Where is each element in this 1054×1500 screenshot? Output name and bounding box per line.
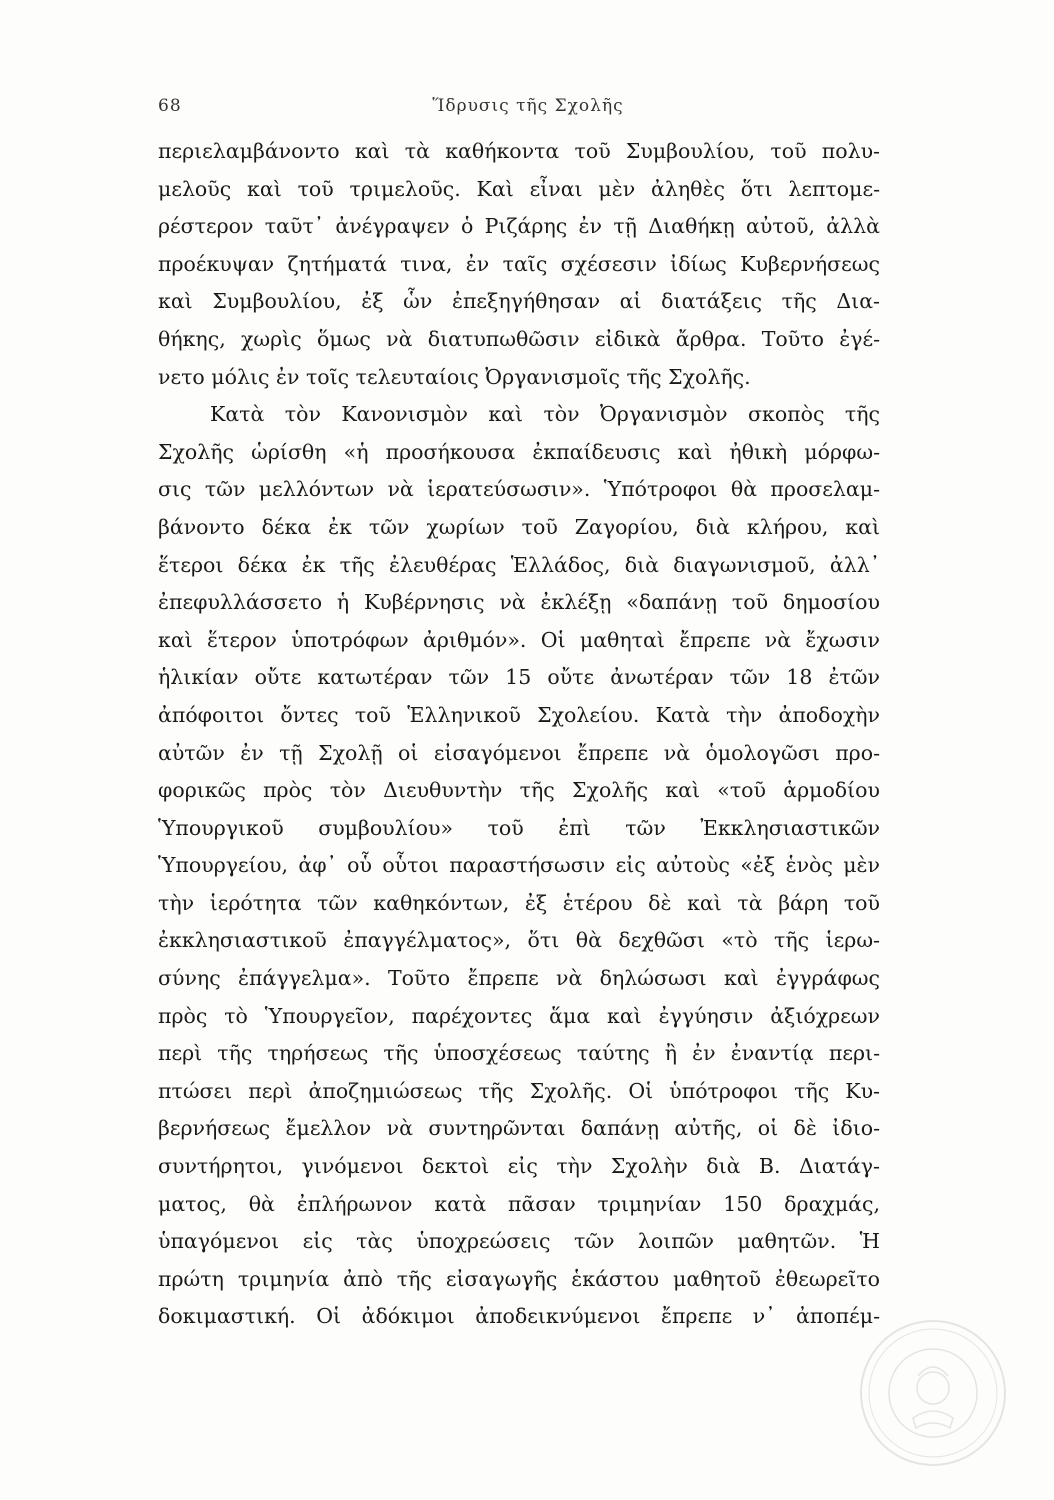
text-line: ὑπαγόμενοι εἰς τὰς ὑποχρεώσεις τῶν λοιπῶν μαθητῶν. Ἡ xyxy=(158,1229,880,1254)
text-line: περὶ τῆς τηρήσεως τῆς ὑποσχέσεως ταύτης ἢ ἐν ἐναντίᾳ περι- xyxy=(158,1041,880,1066)
text-line: ματος, θὰ ἐπλήρωνον κατὰ πᾶσαν τριμηνίαν 150 δραχμάς, xyxy=(158,1191,880,1216)
text-line: πρώτη τριμηνία ἀπὸ τῆς εἰσαγωγῆς ἑκάστου μαθητοῦ ἐθεωρεῖτο xyxy=(158,1266,880,1291)
text-line: Ὑπουργείου, ἀφ᾽ οὗ οὗτοι παραστήσωσιν εἰς αὐτοὺς «ἐξ ἑνὸς μὲν xyxy=(158,853,880,878)
text-line: φορικῶς πρὸς τὸν Διευθυντὴν τῆς Σχολῆς καὶ «τοῦ ἁρμοδίου xyxy=(158,778,880,803)
text-line: περιελαμβάνοντο καὶ τὰ καθήκοντα τοῦ Συμβουλίου, τοῦ πολυ- xyxy=(158,139,880,163)
text-line: ρέστερον ταῦτ᾽ ἀνέγραψεν ὁ Ριζάρης ἐν τῇ Διαθήκῃ αὐτοῦ, ἀλλὰ xyxy=(158,214,880,239)
text-line: καὶ Συμβουλίου, ἐξ ὧν ἐπεξηγήθησαν αἱ διατάξεις τῆς Δια- xyxy=(158,289,880,314)
text-line: Σχολῆς ὡρίσθη «ἡ προσήκουσα ἐκπαίδευσις καὶ ἠθικὴ μόρφω- xyxy=(158,439,880,464)
text-line: πτώσει περὶ ἀποζημιώσεως τῆς Σχολῆς. Οἱ ὑπότροφοι τῆς Κυ- xyxy=(158,1078,880,1103)
text-line: σύνης ἐπάγγελμα». Τοῦτο ἔπρεπε νὰ δηλώσωσι καὶ ἐγγράφως xyxy=(158,966,880,991)
text-line: σις τῶν μελλόντων νὰ ἱερατεύσωσιν». Ὑπότροφοι θὰ προσελαμ- xyxy=(158,477,880,502)
text-line: αὐτῶν ἐν τῇ Σχολῇ οἱ εἰσαγόμενοι ἔπρεπε νὰ ὁμολογῶσι προ- xyxy=(158,740,880,765)
paragraph-start-line: Κατὰ τὸν Κανονισμὸν καὶ τὸν Ὀργανισμὸν σκοπὸς τῆς xyxy=(210,402,880,427)
text-line: βάνοντο δέκα ἐκ τῶν χωρίων τοῦ Ζαγορίου, διὰ κλήρου, καὶ xyxy=(158,514,880,539)
text-line: ἀπόφοιτοι ὄντες τοῦ Ἑλληνικοῦ Σχολείου. Κατὰ τὴν ἀποδοχὴν xyxy=(158,702,880,727)
page-number: 68 xyxy=(158,96,182,116)
text-line: πρὸς τὸ Ὑπουργεῖον, παρέχοντες ἅμα καὶ ἐγγύησιν ἀξιόχρεων xyxy=(158,1003,880,1028)
text-line: τὴν ἱερότητα τῶν καθηκόντων, ἐξ ἑτέρου δὲ καὶ τὰ βάρη τοῦ xyxy=(158,890,880,915)
text-line: ἕτεροι δέκα ἐκ τῆς ἐλευθέρας Ἑλλάδος, διὰ διαγωνισμοῦ, ἀλλ᾽ xyxy=(158,552,880,577)
library-stamp-seal xyxy=(858,1318,1008,1468)
text-line: βερνήσεως ἔμελλον νὰ συντηρῶνται δαπάνῃ αὐτῆς, οἱ δὲ ἰδιο- xyxy=(158,1116,880,1141)
text-line: ἐπεφυλλάσσετο ἡ Κυβέρνησις νὰ ἐκλέξῃ «δαπάνῃ τοῦ δημοσίου xyxy=(158,590,880,615)
body-text xyxy=(158,133,880,1336)
text-line: Ὑπουργικοῦ συμβουλίου» τοῦ ἐπὶ τῶν Ἐκκλησιαστικῶν xyxy=(158,815,880,840)
text-line: θήκης, χωρὶς ὅμως νὰ διατυπωθῶσιν εἰδικὰ ἄρθρα. Τοῦτο ἐγέ- xyxy=(158,326,880,351)
text-line: μελοῦς καὶ τοῦ τριμελοῦς. Καὶ εἶναι μὲν ἀληθὲς ὅτι λεπτομε- xyxy=(158,176,880,201)
text-line: καὶ ἕτερον ὑποτρόφων ἀριθμόν». Οἱ μαθηταὶ ἔπρεπε νὰ ἔχωσιν xyxy=(158,627,880,652)
text-line: νετο μόλις ἐν τοῖς τελευταίοις Ὀργανισμοῖς τῆς Σχολῆς. xyxy=(158,364,751,389)
text-line: ἐκκλησιαστικοῦ ἐπαγγέλματος», ὅτι θὰ δεχθῶσι «τὸ τῆς ἱερω- xyxy=(158,928,880,953)
text-line: ἡλικίαν οὔτε κατωτέραν τῶν 15 οὔτε ἀνωτέραν τῶν 18 ἐτῶν xyxy=(158,665,880,690)
running-title: Ἵδρυσις τῆς Σχολῆς xyxy=(432,96,624,116)
text-line: δοκιμαστική. Οἱ ἀδόκιμοι ἀποδεικνύμενοι ἔπρεπε ν᾽ ἀποπέμ- xyxy=(158,1304,880,1329)
page-header xyxy=(158,96,898,126)
text-line: συντήρητοι, γινόμενοι δεκτοὶ εἰς τὴν Σχολὴν διὰ Β. Διατάγ- xyxy=(158,1154,880,1179)
text-line: προέκυψαν ζητήματά τινα, ἐν ταῖς σχέσεσιν ἰδίως Κυβερνήσεως xyxy=(158,251,880,276)
